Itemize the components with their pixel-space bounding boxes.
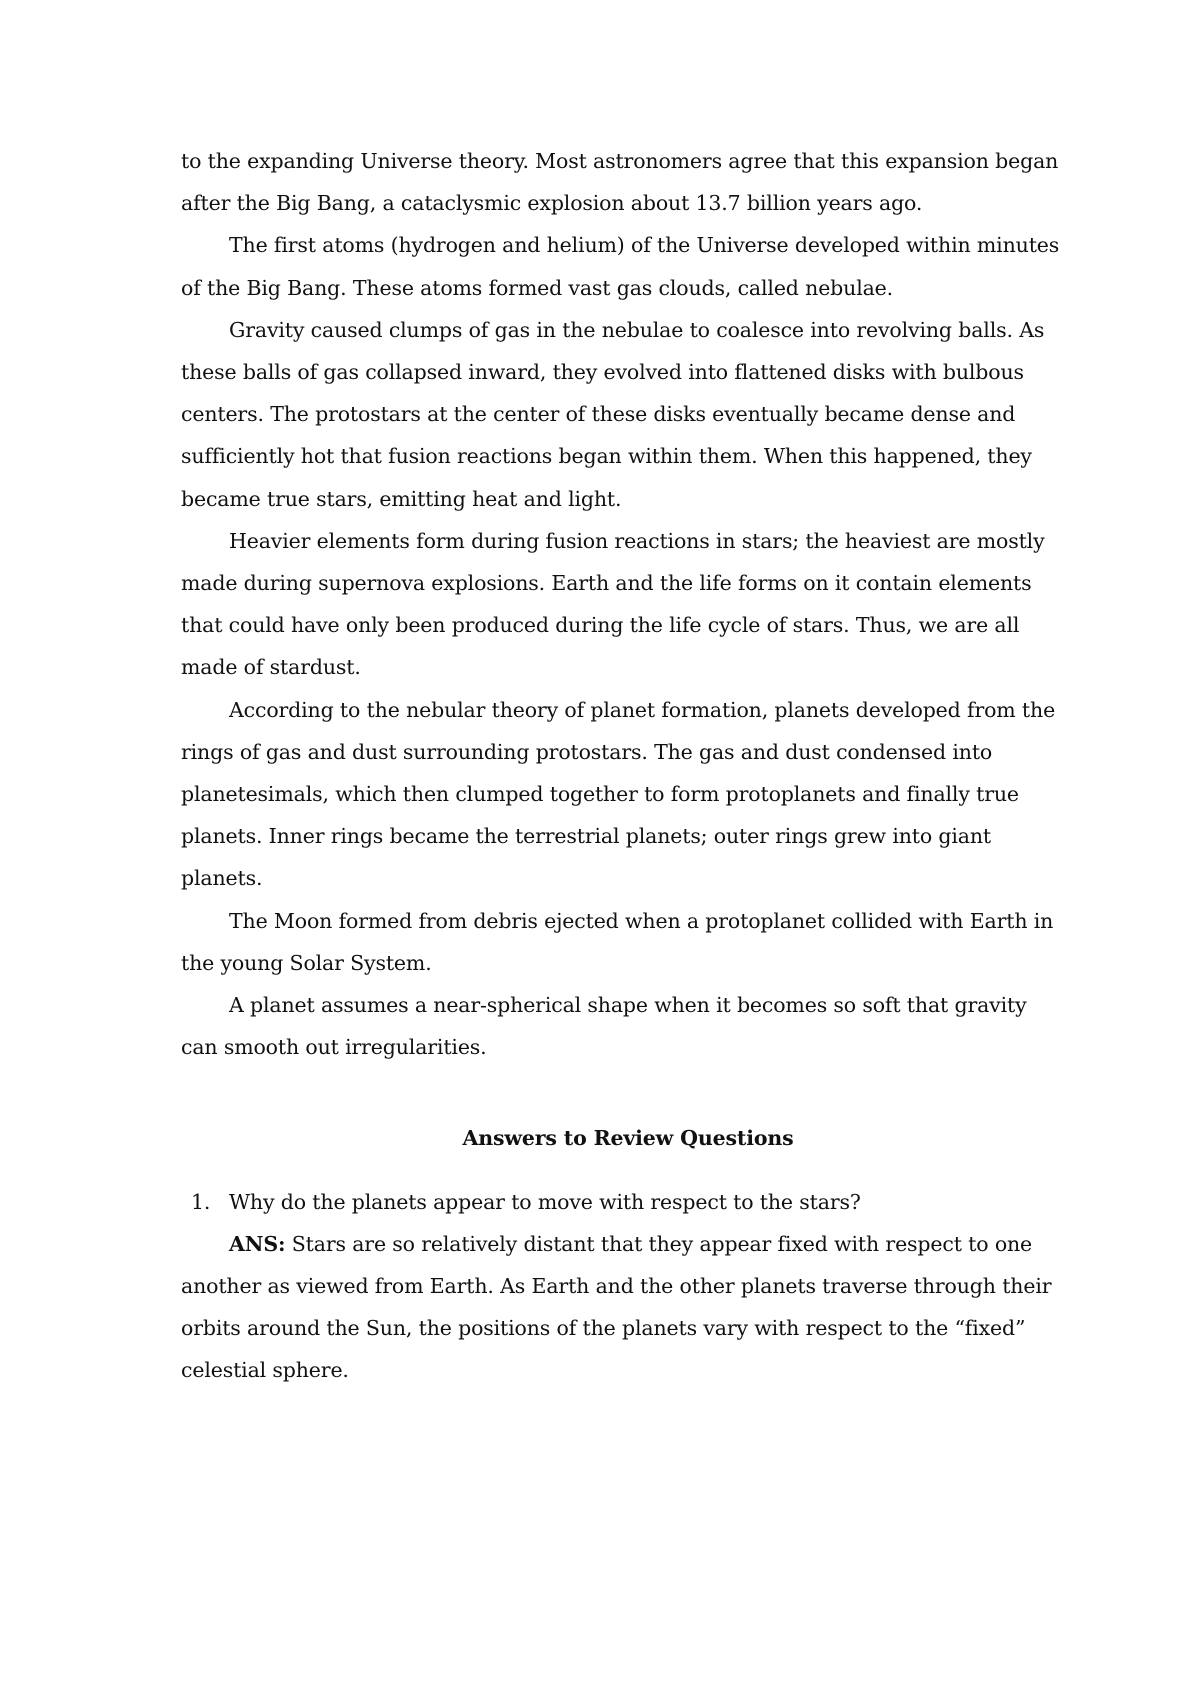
paragraph-first-atoms: The first atoms (hydrogen and helium) of the Universe developed within minutes of the Big Bang. These atoms formed vast gas clouds, called nebulae. [181,233,1060,300]
review-question [181,1181,1063,1223]
answer-label: ANS: [229,1231,286,1256]
question-text: Why do the planets appear to move with respect to the stars? [229,1189,861,1214]
question-number: 1. [191,1189,211,1214]
paragraph-planet-shape: A planet assumes a near-spherical shape when it becomes so soft that gravity can smooth out irregularities. [181,993,1027,1060]
section-heading: Answers to Review Questions [462,1126,794,1151]
paragraph-expanding-universe: to the expanding Universe theory. Most astronomers agree that this expansion began after the Big Bang, a cataclysmic explosion about 13.7 billion years ago. [181,149,1059,216]
document-page [181,140,1063,1392]
paragraph-heavier-elements: Heavier elements form during fusion reactions in stars; the heaviest are mostly made during supernova explosions. Earth and the life forms on it contain elements that could have only been produced during the life cycle of stars. Thus, we are all made of stardust. [181,528,1045,680]
answer-text: Stars are so relatively distant that they appear fixed with respect to one another as viewed from Earth. As Earth and the other planets traverse through their orbits around the Sun, the positions of the planets vary with respect to the “fixed” celestial sphere. [181,1231,1052,1383]
paragraph-gravity: Gravity caused clumps of gas in the nebulae to coalesce into revolving balls. As these balls of gas collapsed inward, they evolved into flattened disks with bulbous centers. The protostars at the center of these disks eventually became dense and sufficiently hot that fusion reactions began within them. When this happened, they became true stars, emitting heat and light. [181,317,1045,511]
paragraph-moon-formation: The Moon formed from debris ejected when a protoplanet collided with Earth in the young Solar System. [181,908,1054,975]
answer-paragraph [181,1223,1063,1392]
paragraph-nebular-theory: According to the nebular theory of planet formation, planets developed from the rings of gas and dust surrounding protostars. The gas and dust condensed into planetesimals, which then clumped together to form protoplanets and finally true planets. Inner rings became the terrestrial planets; outer rings grew into giant planets. [181,697,1056,891]
